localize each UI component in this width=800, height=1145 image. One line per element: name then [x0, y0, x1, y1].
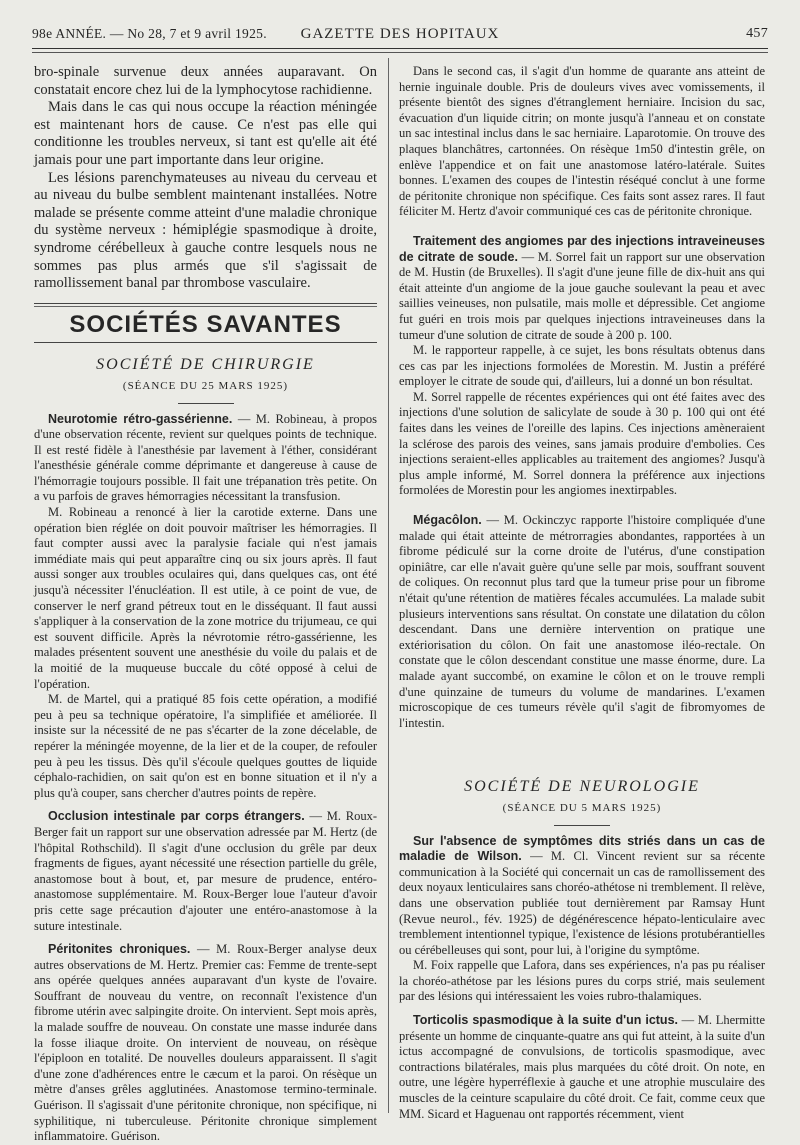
society-heading: SOCIÉTÉ DE NEUROLOGIE — [464, 778, 700, 796]
seance-date: (SÉANCE DU 5 MARS 1925) — [502, 801, 662, 814]
article — [399, 1013, 765, 1122]
section-title: SOCIÉTÉS SAVANTES — [69, 310, 342, 338]
article-text: — M. Lhermitte présente un homme de cinquante-quatre ans qui fut atteint, à la suite d'un ictus accompagné de convulsions, de torticolis spasmodique, avec contractions bilatérales, mais plus marquées du côté droit. On note, en outre, une légère hyperréflexie à gauche et une atrophie musculaire des muscles de la ceinture scapulaire du côté droit. Ce fait, comme ceux que MM. Sicard et Haguenau ont rapportés récemment, vient — [399, 1013, 765, 1121]
article-title: Neurotomie rétro-gassérienne. — [48, 411, 233, 426]
paragraph: bro-spinale survenue deux années auparavant. On constatait encore chez lui de la lymphocytose rachidienne. — [34, 64, 377, 98]
article — [399, 513, 765, 731]
paragraph: Dans le second cas, il s'agit d'un homme de quarante ans atteint de hernie inguinale double. Pris de douleurs vives avec vomissements, il présente bientôt des signes d'étranglement herniaire. Incision du sac, évacuation d'un liquide citrin; on monte jusqu'à l'anneau et on constate un sac intestinal inclus dans le sac herniaire. Laparotomie. On trouve des plaques blanchâtres, cartonnées. On résèque 1m50 d'intestin grêle, on enlève l'appendice et on fait une anastomose latéro-latérale. Suites bonnes. L'examen des coupes de l'intestin réséqué conclut à une forme de péritonite chronique non spécifique. Ces faits sont assez rares. Il faut féliciter M. Hertz d'avoir communiqué ces cas de péritonite chronique. — [399, 64, 765, 219]
article — [34, 809, 377, 934]
article — [34, 942, 377, 1145]
article-text: — M. Ockinczyc rapporte l'histoire compliquée d'une malade qui était atteinte de métrorragies abondantes, rapportées à un fibrome pédiculé sur la corne droite de l'utérus, d'une constipation opiniâtre, car elle n'avait guère qu'une selle par mois, souffrant souvent de coliques. On reconnut plus tard que la tumeur prise pour un fibrome n'était qu'une rétention de matières fécales accumulées. La malade subit plusieurs interventions sans résultat. On constate une dilatation du côlon descendant. Dans une dernière intervention on pratique une extériorisation du côlon. On fait une anastomose iléo-rectale. On constate que le côlon descendant constitue une masse énorme, dure. La malade ayant succombé, on examine le côlon et on le trouve rempli d'une quinzaine de tumeurs du volume de mandarines. L'examen microscopique de ces tumeurs révèle qu'il s'agit de fibromyomes de l'intestin. — [399, 513, 765, 730]
seance-date: (SÉANCE DU 25 MARS 1925) — [122, 379, 289, 392]
article-text: — M. Roux-Berger analyse deux autres observations de M. Hertz. Premier cas: Femme de trente-sept ans opérée quelques années auparavant d'un kyste de l'ovaire. Souffrant de nouveau du ventre, on reconnaît l'existence d'un fibrome utérin avec salpingite droite. On intervient. Sept mois après, la malade souffre de nouveau. On constate une masse indurée dans la fosse iliaque droite. On intervient de nouveau, on résèque l'épiploon en totalité. De nouvelles douleurs apparaissent. Il s'agit d'une zone d'adhérences entre le cæcum et la paroi. On résèque un mètre d'anses grêles agglutinées. Anastomose termino-terminale. Guérison. Il s'agissait d'une péritonite chronique, non spécifique, ni syphilitique, ni tuberculeuse. Péritonite chronique simplement inflammatoire. Guérison. — [34, 942, 377, 1144]
section-rule — [34, 303, 377, 304]
article — [399, 834, 765, 1006]
article-title: Occlusion intestinale par corps étrangers. — [48, 809, 305, 824]
paragraph: Mais dans le cas qui nous occupe la réaction méningée est maintenant hors de cause. Ce n'est pas elle qui conditionne les troubles nerveux, si tant est qu'elle ait été jamais pour une part importante dans leur origine. — [34, 99, 377, 168]
article-text: — M. Sorrel fait un rapport sur une observation de M. Hustin (de Bruxelles). Il s'agit d'une jeune fille de dix-huit ans qui était atteinte d'un angiome de la joue gauche soulevant la peau et avec saillies veineuses, non pulsatile, mais molle et dépressible. Cet angiome fut guéri en trois mois par quelques injections intraveineuses dans la tumeur d'une solution de citrate de soude à 200 p. 100. — [399, 249, 765, 342]
short-rule — [178, 403, 234, 404]
left-column — [34, 64, 377, 1145]
paragraph: M. Sorrel rappelle de récentes expériences qui ont été faites avec des injections d'une solution de salicylate de soude à 30 p. 100 qui ont été faites dans les veines de l'oreille des lapins. Ces injections amèneraient la sclérose des parois des veines, sans jamais produire d'embolies. Ces injections seraient-elles applicables au traitement des angiomes? Jusqu'à plus ample informé, M. Sorrel donnera la préférence aux injections formolées de Morestin pour les angiomes inextirpables. — [399, 389, 765, 498]
paragraph: M. le rapporteur rappelle, à ce sujet, les bons résultats obtenus dans ces cas par les injections formolées de Morestin. M. Justin a préféré employer le citrate de soude qui, d'ailleurs, lui a donné un bon résultat. — [399, 343, 765, 389]
left-intro — [34, 64, 377, 293]
column-divider — [388, 58, 389, 1113]
paragraph: M. Robineau a renoncé à lier la carotide externe. Dans une opération bien réglée on doit pouvoir maîtriser les hémorragies. Il faut compter aussi avec la paralysie faciale qui n'est jamais immédiate mais qui peut apparaître cinq ou six jours après. Il faut aussi songer aux troubles oculaires qui, dans quelques cas, ont été jusqu'à nécessiter l'énucléation. Il est utile, à ce point de vue, de conserver le nerf grand pétreux tout en le disséquant. Il faut aussi s'appliquer à la conservation de la zone motrice du trijumeau, ce qui est souvent difficile. Après la névrotomie rétro-gassérienne, les malades présentent souvent une anesthésie du voile du palais et de la moitié de la muqueuse buccale du côté opposé à celui de l'opération. — [34, 505, 377, 691]
paragraph: M. de Martel, qui a pratiqué 85 fois cette opération, a modifié peu à peu sa technique opératoire, l'a simplifiée et améliorée. Il insiste sur la nécessité de ne pas s'écarter de la zone décelable, de repérer la méningée moyenne, de la lier et de la couper, de refouler peu à peu les tissus. Dès qu'il s'écoule quelques gouttes de liquide céphalo-rachidien, on sait qu'on est en bonne situation et il n'y a plus qu'à couper, sans chercher d'autres points de repère. — [34, 692, 377, 800]
right-column — [399, 64, 765, 1122]
article-text: — M. Robineau, à propos d'une observation récente, revient sur quelques points de technique. Il est resté fidèle à l'anesthésie par lavement à l'éther, considérant l'anesthésie générale comme déprimante et dangereuse à cause de l'hémorragie toujours possible. Il fait une trépanation très petite. On a vu parfois de graves hémorragies nécessitant la transfusion. — [34, 411, 378, 504]
paragraph: Les lésions parenchymateuses au niveau du cerveau et au niveau du bulbe semblent maintenant installées. Notre malade se présente comme atteint d'une maladie chronique du système nerveux : hémiplégie spasmodique à droite, syndrome cérébelleux à gauche contre lesquels nous ne sommes pas plus armés que s'il s'agissait de ramollissement banal par thrombose vasculaire. — [34, 169, 377, 292]
article-title: Traitement des angiomes par des injections intraveineuses de citrate de soude. — [399, 233, 765, 264]
article — [399, 234, 765, 499]
paragraph: M. Foix rappelle que Lafora, dans ses expériences, n'a pas pu réaliser la choréo-athétose par les lésions pures du corps strié, mais seulement par des lésions qui intéressaient les voies rubro-thalamiques. — [399, 958, 765, 1004]
header-page-number: 457 — [746, 26, 768, 41]
header-issue: 98e ANNÉE. — No 28, 7 et 9 avril 1925. — [32, 26, 267, 41]
article-text: — M. Cl. Vincent revient sur sa récente communication à la Société qui concernait un cas de ramollissement des deux noyaux lenticulaires sans choréo-athétose ni tremblement. Il relève, dans une observation publiée tout dernièrement par Ramsay Hunt (Revue neurol., fév. 1925) de dégénérescence hépato-lenticulaire avec tremblement intentionnel typique, l'existence de lésions protubérantielles ou cérébelleuses qui sont, pour lui, à l'origine du symptôme. — [399, 849, 765, 957]
article-title: Sur l'absence de symptômes dits striés dans un cas de maladie de Wilson. — [399, 833, 765, 864]
section-rule — [34, 342, 377, 343]
header-rule — [32, 48, 768, 49]
section-rule — [34, 306, 377, 307]
section-band — [34, 303, 377, 344]
header-rule-thin — [32, 52, 768, 53]
short-rule — [554, 825, 610, 826]
article — [34, 412, 377, 802]
society-heading: SOCIÉTÉ DE CHIRURGIE — [96, 356, 315, 374]
article-title: Torticolis spasmodique à la suite d'un ictus. — [413, 1013, 678, 1028]
article-title: Péritonites chroniques. — [48, 942, 191, 957]
page-header — [32, 20, 768, 48]
article-title: Mégacôlon. — [413, 513, 482, 528]
header-journal-title: GAZETTE DES HOPITAUX — [300, 26, 500, 42]
article-text: — M. Roux-Berger fait un rapport sur une observation adressée par M. Hertz (de l'hôpital Rothschild). Il s'agit d'une occlusion du grêle par deux fragments de figues, ayant nécessité une résection partielle du grêle, anastomose bout à bout, et, par mesure de prudence, entéro-anastomose supplémentaire. M. Roux-Berger loue l'auteur d'avoir pris cette sage précaution d'ajouter une entéro-anastomose à la suture intestinale. — [34, 809, 377, 933]
